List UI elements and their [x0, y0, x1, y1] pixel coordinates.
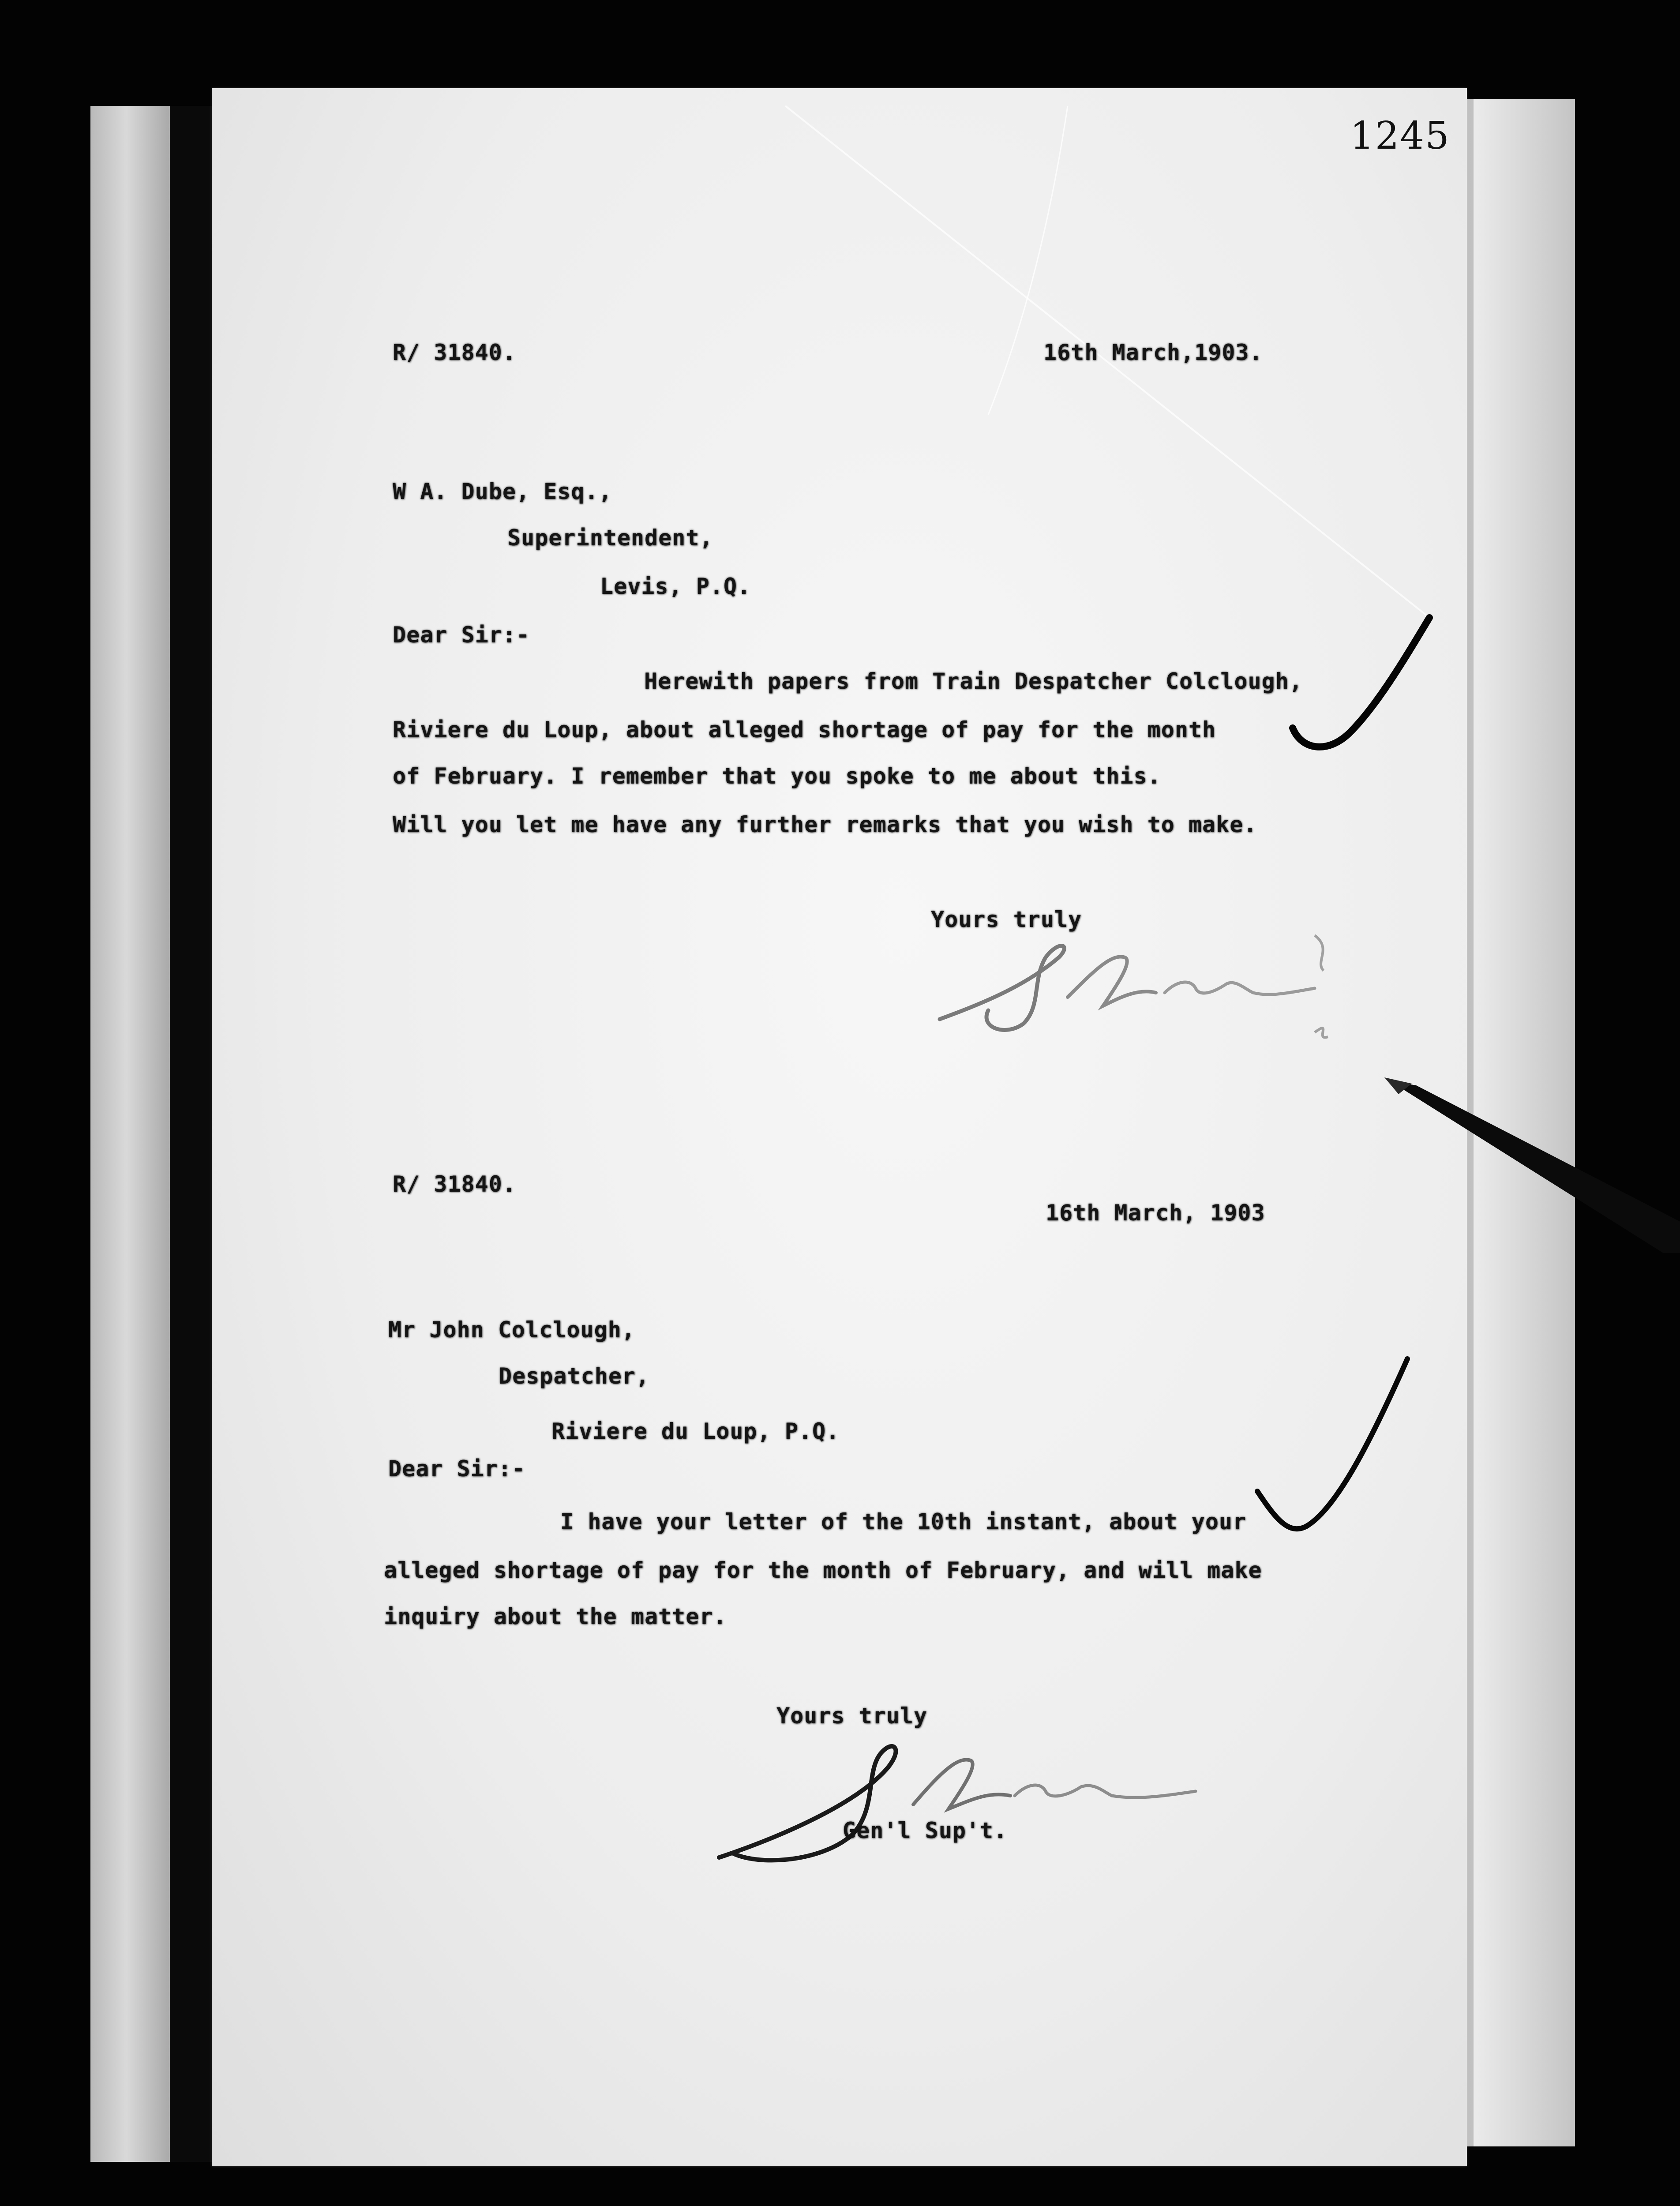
letter2-addressee-name: Mr John Colclough, [388, 1317, 635, 1343]
letter1-closing: Yours truly [931, 907, 1082, 932]
handwritten-signature [706, 1721, 1213, 1875]
letter2-date: 16th March, 1903 [1046, 1200, 1265, 1226]
letter2-closing: Yours truly [776, 1703, 928, 1729]
checkmark-icon [1279, 609, 1438, 768]
letter1-date: 16th March,1903. [1043, 340, 1263, 365]
page-number: 1245 [1350, 114, 1450, 158]
letter1-body-line: Riviere du Loup, about alleged shortage of pay for the month [393, 717, 1216, 743]
letter1-body-line: of February. I remember that you spoke to me about this. [393, 763, 1161, 789]
page-gutter-shadow [170, 106, 218, 2162]
checkmark-icon [1249, 1350, 1416, 1553]
letter1-addressee-name: W A. Dube, Esq., [393, 479, 612, 504]
pen-icon [1381, 1068, 1680, 1253]
letter2-addressee-title: Despatcher, [499, 1363, 650, 1389]
letter1-addressee-place: Levis, P.Q. [600, 574, 751, 599]
letter2-body-line: alleged shortage of pay for the month of February, and will make [384, 1557, 1262, 1583]
letter2-body-line: inquiry about the matter. [384, 1604, 727, 1629]
letter1-body-line: Will you let me have any further remarks that you wish to make. [393, 812, 1257, 837]
letter1-salutation: Dear Sir:- [393, 622, 530, 648]
letter2-body-line: I have your letter of the 10th instant, about your [560, 1509, 1247, 1534]
letter1-addressee-title: Superintendent, [507, 525, 713, 551]
letter2-salutation: Dear Sir:- [388, 1456, 526, 1482]
handwritten-signature [926, 931, 1341, 1041]
letter2-addressee-place: Riviere du Loup, P.Q. [551, 1418, 840, 1444]
letter1-ref: R/ 31840. [393, 340, 516, 365]
letter2-signer-title: Gen'l Sup't. [843, 1818, 1008, 1843]
back-page-edge [90, 106, 170, 2162]
letter1-body-line: Herewith papers from Train Despatcher Colclough, [644, 668, 1303, 694]
letter2-ref: R/ 31840. [393, 1171, 516, 1197]
